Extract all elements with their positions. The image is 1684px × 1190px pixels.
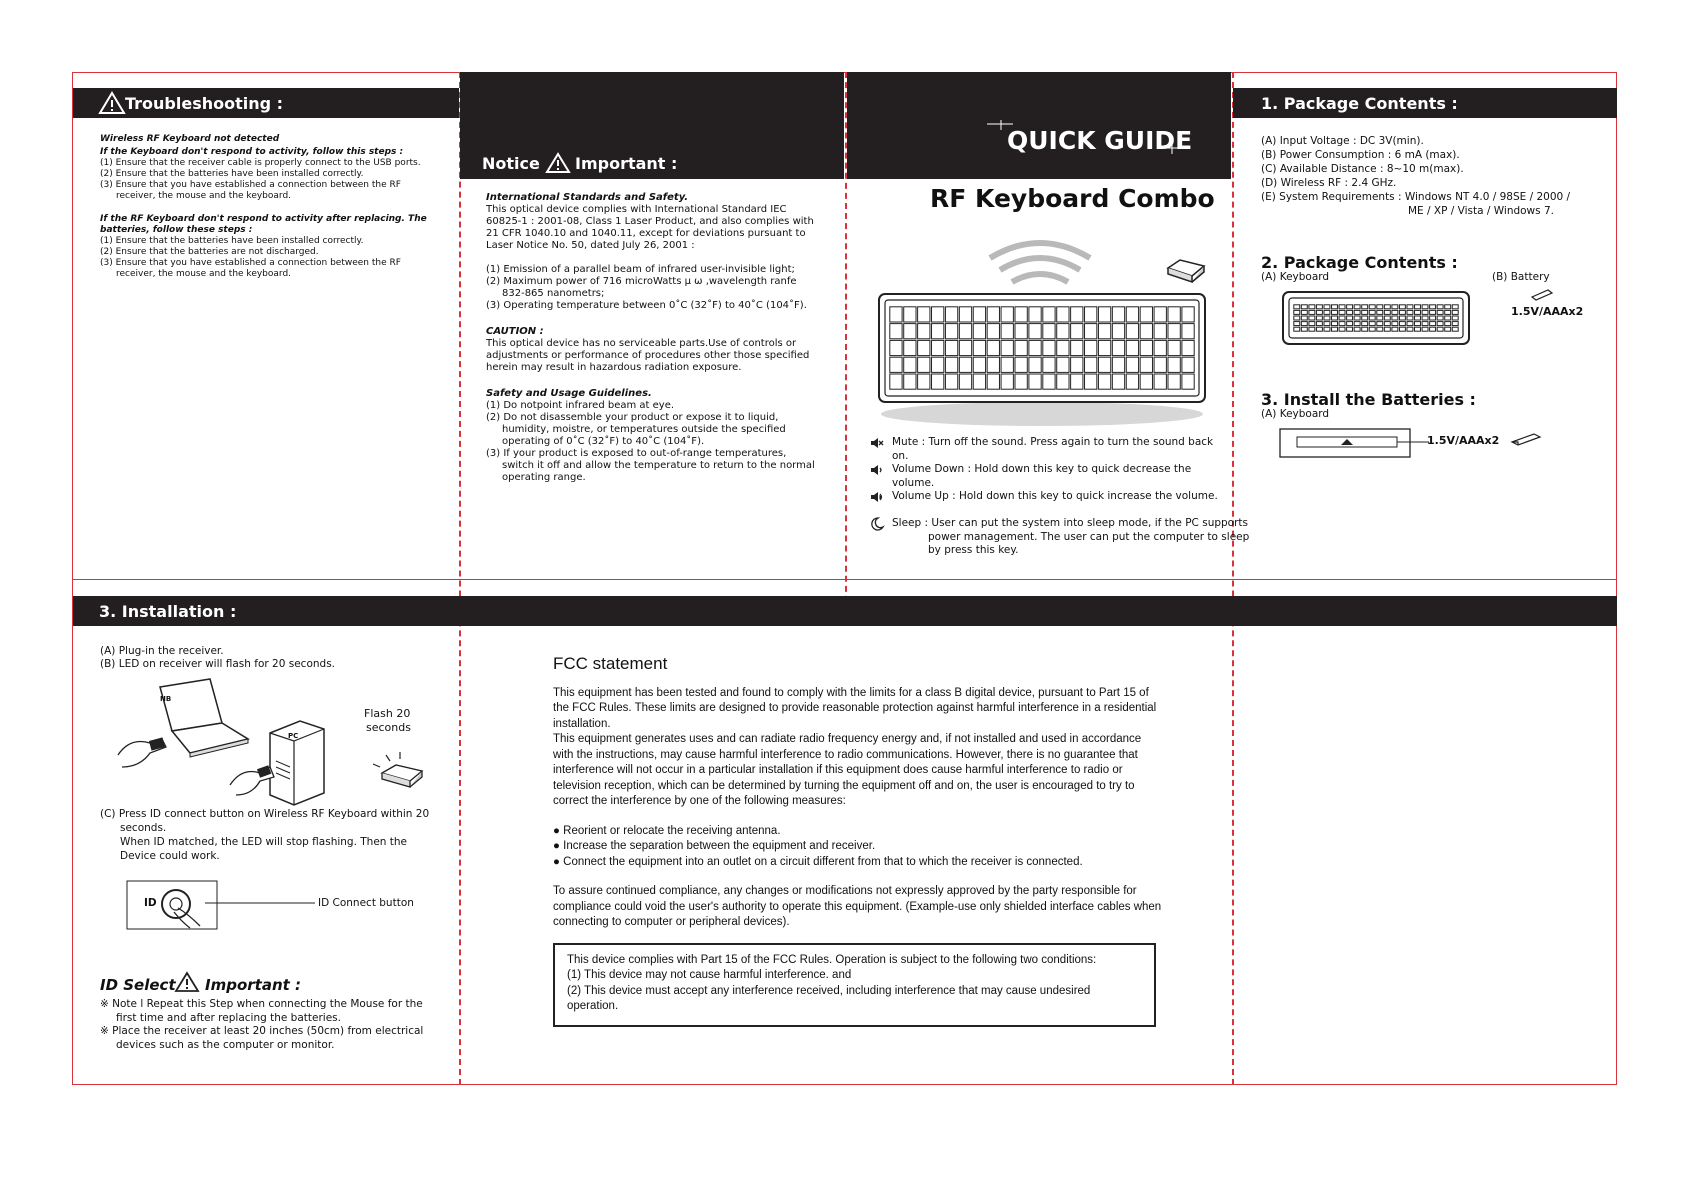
- list-item: ME / XP / Vista / Windows 7.: [1408, 205, 1554, 217]
- list-item: (3) Operating temperature between 0˚C (32˚F) to 40˚C (104˚F).: [486, 300, 807, 311]
- fcc-box-line: (2) This device must accept any interference received, including interference that may cause undesired operation.: [567, 984, 1091, 1012]
- fcc-paragraph-3: To assure continued compliance, any changes or modifications not expressly approved by the party responsible for compliance could void the user's authority to operate this equipment. (Example-use only shielded interface cables when connecting to computer or peripheral devices).: [553, 885, 1162, 928]
- list-item: ※ Place the receiver at least 20 inches (50cm) from electrical devices such as the computer or monitor.: [100, 1025, 424, 1051]
- batteries-spec: 1.5V/AAAx2: [1427, 434, 1500, 447]
- list-item: (A) Input Voltage : DC 3V(min).: [1261, 135, 1424, 147]
- battery-icon: [1510, 432, 1542, 448]
- step-b: (B) LED on receiver will flash for 20 seconds.: [100, 658, 335, 670]
- troubleshooting-body: [100, 134, 430, 280]
- package2-keyboard-label: (A) Keyboard: [1261, 271, 1330, 283]
- package2-battery-spec: 1.5V/AAAx2: [1511, 305, 1584, 318]
- warning-icon: [546, 153, 570, 173]
- notice-bar: [460, 72, 844, 179]
- mute-icon: [870, 437, 884, 449]
- volume-down-text: Volume Down : Hold down this key to quick decrease the volume.: [892, 463, 1192, 489]
- installation-bar: [73, 596, 1617, 626]
- fcc-bullet: ● Increase the separation between the equipment and receiver.: [553, 840, 876, 852]
- list-item: (1) Emission of a parallel beam of infrared user-invisible light;: [486, 264, 795, 275]
- fold-line-1: [459, 72, 461, 1085]
- q1-heading: Wireless RF Keyboard not detected: [100, 134, 280, 144]
- pc-label: PC: [288, 732, 299, 740]
- fcc-bullet: ● Connect the equipment into an outlet on a circuit different from that to which the receiver is connected.: [553, 855, 1083, 868]
- batteries-keyboard-label: (A) Keyboard: [1261, 408, 1330, 420]
- notice-title-a: Notice: [482, 154, 540, 173]
- volume-up-icon: [870, 491, 884, 503]
- caution-title: CAUTION :: [486, 326, 544, 337]
- fcc-paragraph-2: This equipment generates uses and can radiate radio frequency energy and, if not installed and used in accordance with the instructions, may cause harmful interference to radio communications. However, there is no guarantee that interference will not occur in a particular installation if this equipment does cause harmful interference to radio or television reception, which can be determined by turning the equipment off and on, the user is encouraged to try to correct the interference by one of the following measures:: [553, 733, 1142, 807]
- intl-title: International Standards and Safety.: [486, 192, 689, 203]
- list-item: (3) Ensure that you have established a connection between the RF receiver, the mouse and the keyboard.: [100, 258, 401, 279]
- notice-title-b: Important :: [575, 154, 678, 173]
- quick-guide-bar: [847, 72, 1231, 179]
- troubleshooting-bar: [73, 88, 459, 118]
- package-contents-bar: [1233, 88, 1617, 118]
- fcc-box-line: This device complies with Part 15 of the FCC Rules. Operation is subject to the following two conditions:: [567, 953, 1097, 966]
- notice-body: [486, 192, 821, 484]
- nb-label: NB: [160, 695, 172, 703]
- flash-label-1: Flash 20: [364, 707, 411, 720]
- list-item: (1) Ensure that the receiver cable is properly connect to the USB ports.: [100, 158, 421, 168]
- keyboard-battery-slot: [1279, 428, 1419, 462]
- sleep-text: Sleep : User can put the system into sleep mode, if the PC supports power management. The user can put the computer to sleep by press this key.: [892, 517, 1250, 556]
- id-select-title-b: Important :: [205, 976, 302, 994]
- receiver-dongle-icon: [1166, 256, 1208, 282]
- keyboard-small-illustration: [1281, 290, 1471, 348]
- list-item: (D) Wireless RF : 2.4 GHz.: [1261, 177, 1397, 189]
- list-item: (2) Ensure that the batteries have been installed correctly.: [100, 169, 364, 179]
- fcc-bullet: ● Reorient or relocate the receiving antenna.: [553, 824, 781, 837]
- fcc-paragraph-1: This equipment has been tested and found to comply with the limits for a class B digital device, pursuant to Part 15 of the FCC Rules. These limits are designed to provide reasonable protection against harmful interference in a residential installation.: [553, 686, 1157, 730]
- step-c-1: (C) Press ID connect button on Wireless RF Keyboard within 20 seconds.: [100, 808, 430, 834]
- fcc-box-line: (1) This device may not cause harmful interference. and: [567, 969, 852, 981]
- q1-intro: If the Keyboard don't respond to activity, follow this steps :: [100, 147, 404, 157]
- product-title: RF Keyboard Combo: [930, 184, 1215, 213]
- list-item: (2) Ensure that the batteries are not discharged.: [100, 247, 319, 257]
- quick-guide-title: QUICK GUIDE: [1007, 126, 1193, 155]
- list-item: (3) If your product is exposed to out-of-range temperatures, switch it off and allow the temperature to return to the normal operating range.: [486, 448, 815, 483]
- intl-text: This optical device complies with International Standard IEC 60825-1 : 2001-08, Class 1 Laser Product, and also complies with 21 CFR 1040.10 and 1040.11, except for deviations pursuant to Laser Notice No. 50, dated July 26, 2001 :: [486, 204, 814, 251]
- id-connect-button-label: ID Connect button: [318, 897, 414, 909]
- keyboard-illustration: [877, 292, 1207, 422]
- step-a: (A) Plug-in the receiver.: [100, 645, 224, 657]
- volume-up-text: Volume Up : Hold down this key to quick increase the volume.: [892, 490, 1218, 502]
- id-label: ID: [144, 897, 157, 909]
- list-item: (1) Ensure that the batteries have been installed correctly.: [100, 236, 364, 246]
- mute-text: Mute : Turn off the sound. Press again to turn the sound back on.: [892, 436, 1214, 462]
- warning-icon: [175, 972, 199, 992]
- id-select-title-a: ID Select: [100, 976, 176, 994]
- troubleshooting-title: Troubleshooting :: [125, 94, 284, 113]
- caution-text: This optical device has no serviceable parts.Use of controls or adjustments or performance of procedures other those specified herein may result in hazardous radiation exposure.: [486, 338, 810, 373]
- safety-title: Safety and Usage Guidelines.: [486, 388, 652, 399]
- package2-battery-label: (B) Battery: [1492, 271, 1550, 283]
- list-item: (2) Do not disassemble your product or expose it to liquid, humidity, moistre, or temperatures outside the specified operating of 0˚C (32˚F) to 40˚C (104˚F).: [486, 412, 786, 447]
- list-item: (C) Available Distance : 8~10 m(max).: [1261, 163, 1464, 175]
- volume-down-icon: [870, 464, 884, 476]
- fcc-title: FCC statement: [553, 654, 668, 673]
- step-c-2: When ID matched, the LED will stop flashing. Then the Device could work.: [120, 836, 408, 862]
- battery-icon: [1530, 288, 1554, 302]
- list-item: (1) Do notpoint infrared beam at eye.: [486, 400, 675, 411]
- fcc-statement: [553, 656, 1163, 1027]
- sleep-icon: [870, 517, 884, 531]
- fold-line-3: [1232, 72, 1234, 1085]
- list-item: (B) Power Consumption : 6 mA (max).: [1261, 149, 1460, 161]
- list-item: ※ Note l Repeat this Step when connecting the Mouse for the first time and after replacing the batteries.: [100, 998, 423, 1024]
- package2-title: 2. Package Contents :: [1261, 253, 1458, 272]
- flash-label-2: seconds: [366, 721, 411, 734]
- wireless-waves-icon: [985, 228, 1105, 288]
- id-select-notes: [100, 998, 430, 1052]
- list-item: (E) System Requirements : Windows NT 4.0 / 98SE / 2000 /: [1261, 191, 1571, 203]
- package1-list: [1261, 134, 1601, 218]
- fcc-compliance-box: [553, 943, 1156, 1027]
- list-item: (2) Maximum power of 716 microWatts µ ω ,wavelength ranfe 832-865 nanometrs;: [486, 276, 797, 299]
- warning-icon: [99, 92, 125, 114]
- list-item: (3) Ensure that you have established a connection between the RF receiver, the mouse and the keyboard.: [100, 180, 401, 201]
- installation-title: 3. Installation :: [99, 602, 237, 621]
- batteries-title: 3. Install the Batteries :: [1261, 390, 1476, 409]
- id-pointer-line: [205, 902, 315, 906]
- q2-intro: If the RF Keyboard don't respond to activity after replacing. The batteries, follow these steps :: [100, 214, 427, 235]
- sparkle-lines: [987, 120, 1187, 150]
- package1-title: 1. Package Contents :: [1261, 94, 1458, 113]
